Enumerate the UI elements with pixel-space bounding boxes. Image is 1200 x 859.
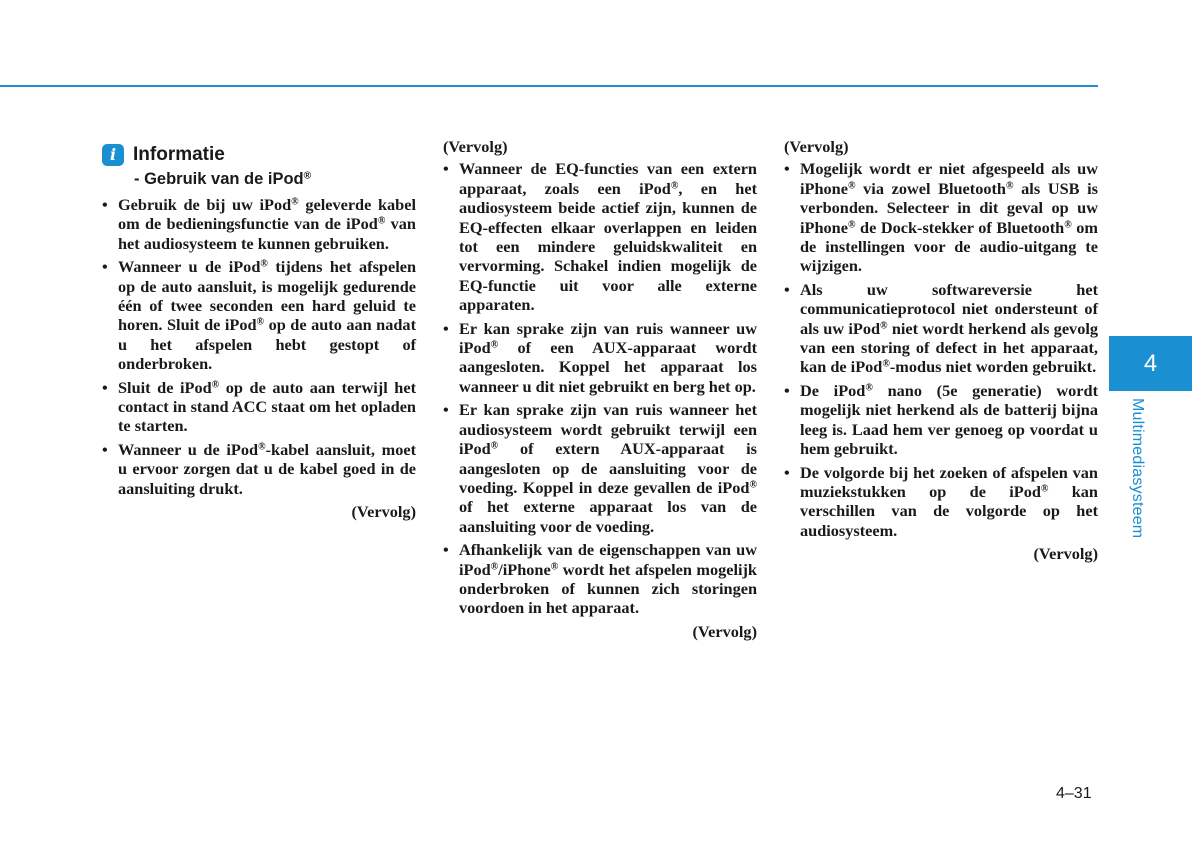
bullet-list	[443, 159, 757, 617]
list-item: • Mogelijk wordt er niet afgespeeld als uw iPhone® via zowel Bluetooth® als USB is verbonden. Selecteer in dit geval op uw iPhone® de Dock-stekker of Bluetooth® om de instellingen voor de audio-uitgang te wijzigen.	[784, 159, 1098, 276]
list-item: • Wanneer u de iPod®-kabel aansluit, moet u ervoor zorgen dat u de kabel goed in de aansluiting drukt.	[102, 439, 417, 498]
continued-label: (Vervolg)	[1033, 544, 1098, 564]
bullet-list	[784, 159, 1098, 540]
list-item: • Afhankelijk van de eigenschappen van uw iPod®/iPhone® wordt het afspelen mogelijk onderbroken of kunnen zich storingen voordoen in het apparaat.	[443, 540, 757, 618]
chapter-number-tab: 4	[1109, 336, 1192, 391]
list-item: • Wanneer u de iPod® tijdens het afspelen op de auto aansluit, is mogelijk gedurende één of twee seconden een hard geluid te horen. Sluit de iPod® op de auto aan nadat u het afspelen hebt gestopt of onderbroken.	[102, 257, 416, 374]
chapter-title	[1128, 398, 1150, 548]
list-item: • Wanneer de EQ-functies van een extern apparaat, zoals een iPod®, en het audiosysteem beide actief zijn, kunnen de EQ-effecten elkaar overlappen en leiden tot een mindere geluidskwaliteit en vervorming. Schakel indien mogelijk de EQ-functie uit voor alle externe apparaten.	[443, 159, 757, 315]
page-number: 4–31	[1056, 785, 1092, 802]
bullet-list	[102, 195, 416, 498]
info-subtitle: - Gebruik van de iPod®	[134, 170, 312, 188]
info-heading	[102, 143, 416, 167]
chapter-title-text: Multimediasysteem	[1129, 398, 1146, 539]
list-item: • Als uw softwareversie het communicatieprotocol niet ondersteunt of als uw iPod® niet wordt herkend als gevolg van een storing of defect in het apparaat, kan de iPod®-modus niet worden gebruikt.	[784, 279, 1098, 377]
header-rule	[0, 85, 1098, 87]
info-title: Informatie	[133, 144, 225, 165]
column-1	[102, 137, 416, 522]
list-item: • Er kan sprake zijn van ruis wanneer uw iPod® of een AUX-apparaat wordt aangesloten. Koppel het apparaat los wanneer u dit niet gebruikt en berg het op.	[443, 318, 757, 396]
continued-label: (Vervolg)	[692, 621, 757, 641]
list-item: • Er kan sprake zijn van ruis wanneer het audiosysteem wordt gebruikt terwijl een iPod® of extern AUX-apparaat is aangesloten op de aansluiting voor de voeding. Koppel in deze gevallen de iPod® of het externe apparaat los van de aansluiting voor de voeding.	[443, 400, 757, 536]
continued-label: (Vervolg)	[351, 502, 416, 522]
info-icon: i	[102, 144, 124, 166]
column-3	[784, 137, 1098, 564]
column-2	[443, 137, 757, 641]
continued-top-label: (Vervolg)	[784, 137, 849, 156]
continued-top-label: (Vervolg)	[443, 137, 508, 156]
list-item: • Gebruik de bij uw iPod® geleverde kabel om de bedieningsfunctie van de iPod® van het audiosysteem te kunnen gebruiken.	[102, 195, 416, 253]
list-item: • De iPod® nano (5e generatie) wordt mogelijk niet herkend als de batterij bijna leeg is. Laad hem ver genoeg op voordat u hem gebruikt.	[784, 380, 1099, 459]
list-item: • De volgorde bij het zoeken of afspelen van muziekstukken op de iPod® kan verschillen van de volgorde op het audiosysteem.	[784, 462, 1098, 540]
list-item: • Sluit de iPod® op de auto aan terwijl het contact in stand ACC staat om het opladen te starten.	[102, 377, 417, 436]
